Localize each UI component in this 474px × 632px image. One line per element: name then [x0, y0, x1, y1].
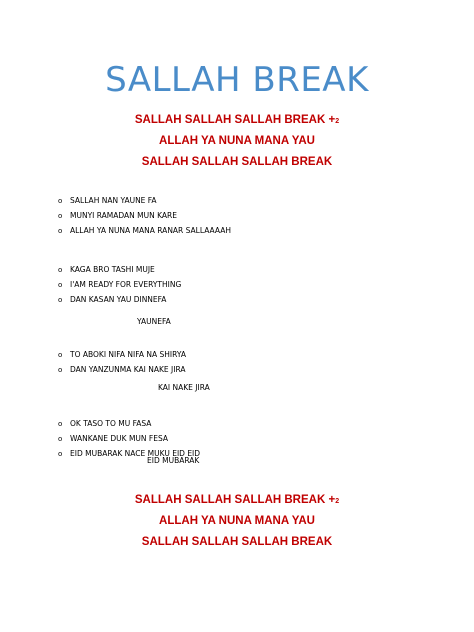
bullet-icon: o: [58, 266, 63, 274]
chorus-bottom-line-1-text: SALLAH SALLAH SALLAH BREAK +: [134, 494, 336, 506]
bullet-icon: o: [58, 450, 63, 458]
chorus-top-line-2: ALLAH YA NUNA MANA YAU: [159, 135, 315, 147]
verse-4-tail: EID MUBARAK: [147, 456, 200, 465]
chorus-bottom-line-2: ALLAH YA NUNA MANA YAU: [159, 515, 315, 527]
bullet-icon: o: [58, 296, 63, 304]
bullet-icon: o: [58, 197, 63, 205]
verse-1-list: [58, 193, 231, 238]
list-item-text: I'AM READY FOR EVERYTHING: [70, 280, 182, 289]
bullet-icon: o: [58, 366, 63, 374]
chorus-top-line-3: SALLAH SALLAH SALLAH BREAK: [141, 156, 333, 168]
list-item: [58, 362, 186, 377]
bullet-icon: o: [58, 212, 63, 220]
list-item: [58, 416, 200, 431]
list-item-text: DAN YANZUNMA KAI NAKE JIRA: [70, 365, 186, 374]
list-item: [58, 431, 200, 446]
verse-2-tail: YAUNEFA: [137, 317, 171, 326]
list-item: [58, 208, 231, 223]
list-item-text: MUNYI RAMADAN MUN KARE: [70, 211, 177, 220]
verse-3-list: [58, 347, 186, 377]
list-item: [58, 277, 181, 292]
list-item: [58, 292, 181, 307]
list-item-text: SALLAH NAN YAUNE FA: [70, 196, 157, 205]
page-title: SALLAH BREAK: [105, 60, 369, 100]
list-item-text: DAN KASAN YAU DINNEFA: [70, 295, 167, 304]
bullet-icon: o: [58, 281, 63, 289]
bullet-icon: o: [58, 420, 63, 428]
list-item: [58, 347, 186, 362]
list-item-text: WANKANE DUK MUN FESA: [70, 434, 169, 443]
chorus-bottom-line-3: SALLAH SALLAH SALLAH BREAK: [141, 536, 333, 548]
verse-2-list: [58, 262, 181, 307]
list-item-text: ALLAH YA NUNA MANA RANAR SALLAAAAH: [70, 226, 232, 235]
list-item-text: TO ABOKI NIFA NIFA NA SHIRYA: [70, 350, 186, 359]
list-item-text: OK TASO TO MU FASA: [70, 419, 152, 428]
verse-4-list: [58, 416, 200, 461]
bullet-icon: o: [58, 227, 63, 235]
chorus-top-line-1: [0, 114, 474, 126]
chorus-bottom-line-1-suffix: 2: [335, 498, 340, 505]
list-item: [58, 193, 231, 208]
verse-3-tail: KAI NAKE JIRA: [158, 383, 210, 392]
chorus-bottom-line-1: [0, 494, 474, 506]
bullet-icon: o: [58, 435, 63, 443]
chorus-top-line-1-suffix: 2: [335, 118, 340, 125]
bullet-icon: o: [58, 351, 63, 359]
list-item-text: KAGA BRO TASHI MUJE: [70, 265, 155, 274]
list-item-text: EID MUBARAK NACE MUKU EID EID: [70, 449, 201, 458]
list-item: [58, 223, 231, 238]
list-item: [58, 262, 181, 277]
chorus-top-line-1-text: SALLAH SALLAH SALLAH BREAK +: [134, 114, 336, 126]
